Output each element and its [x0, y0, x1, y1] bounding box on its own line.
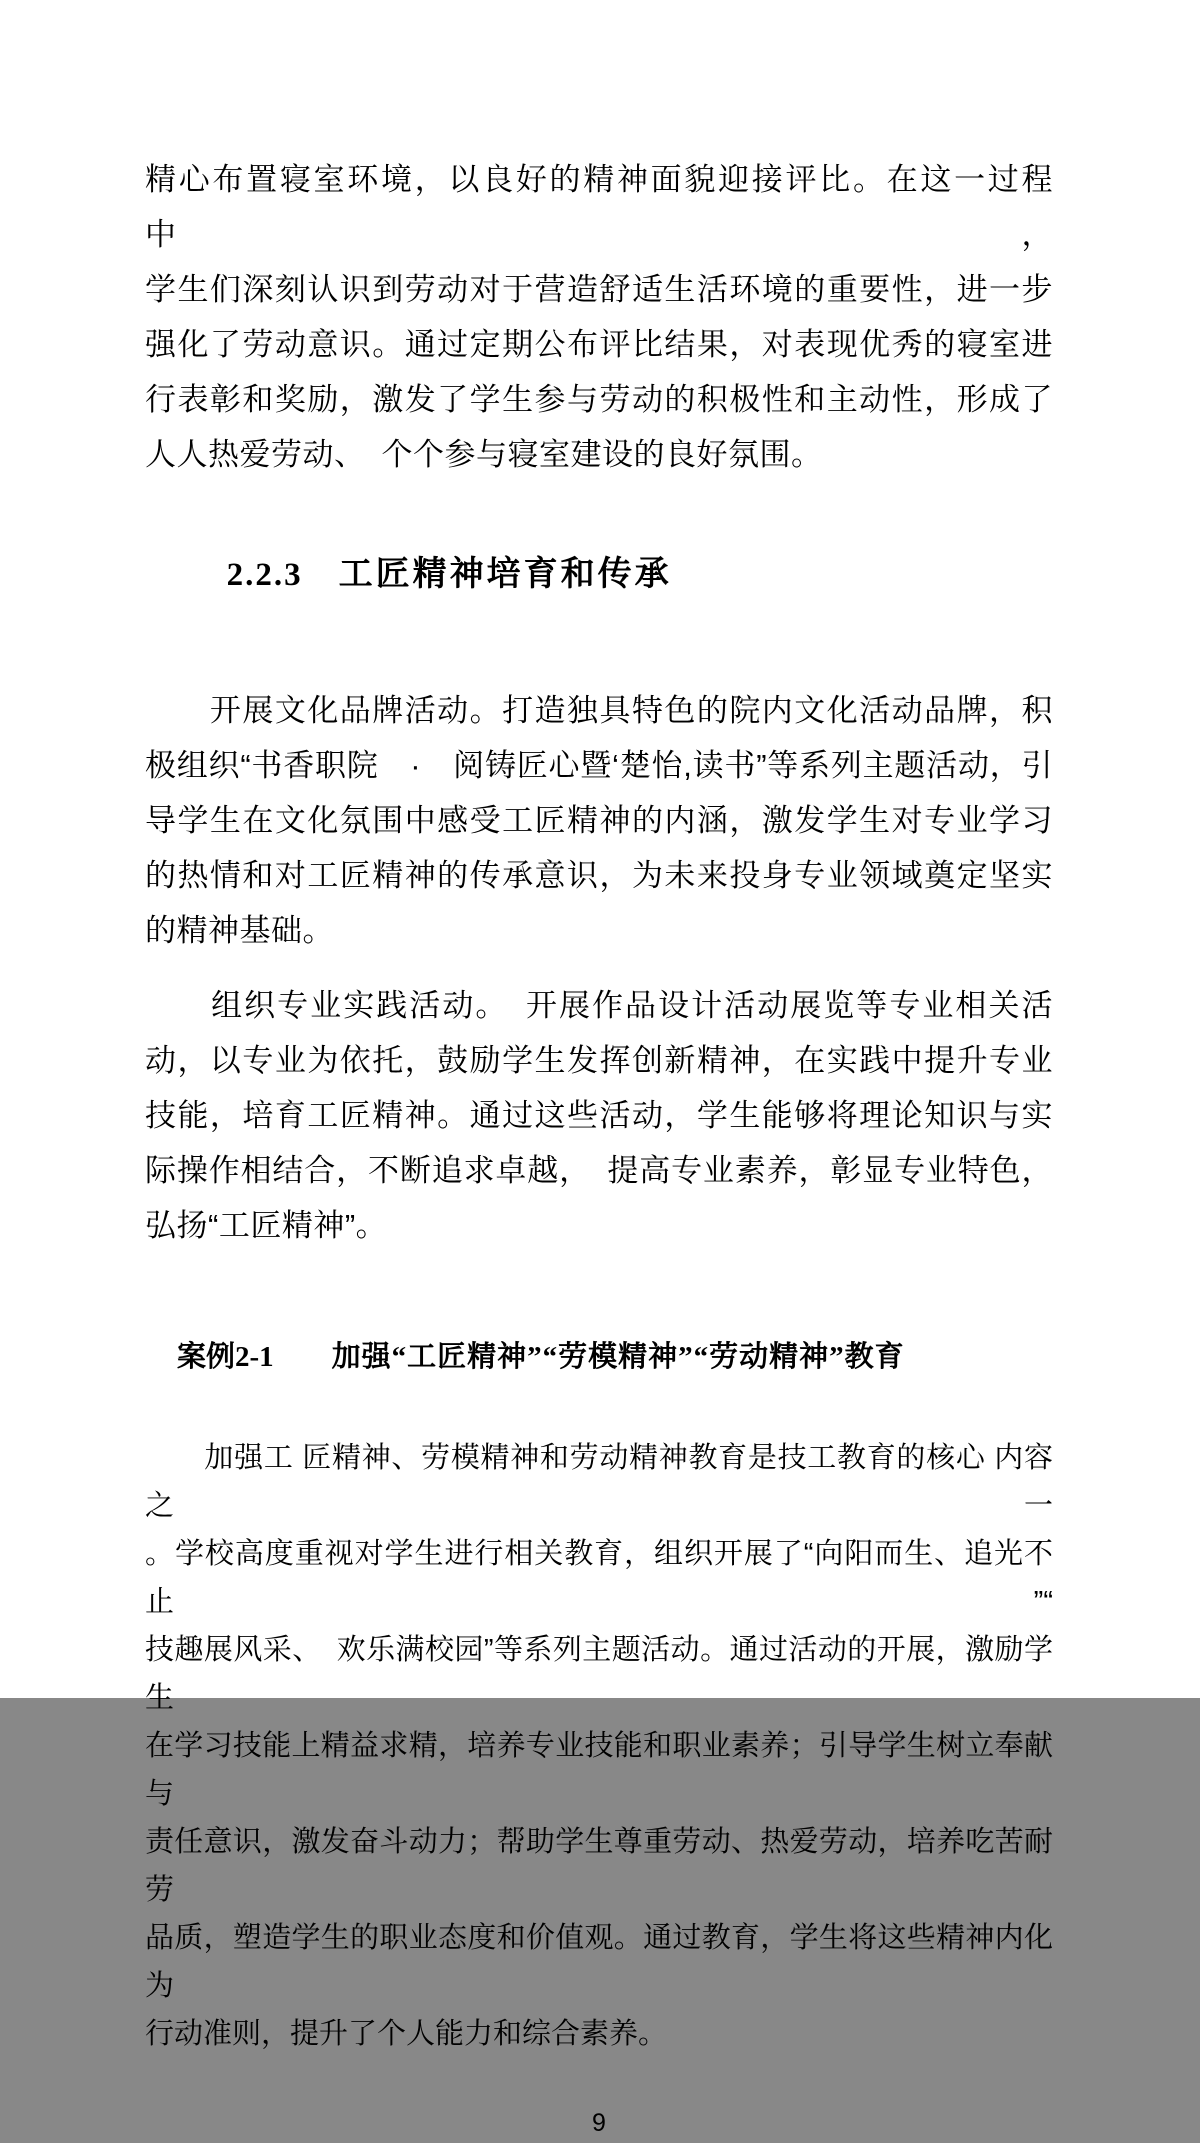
paragraph-practice-activity — [145, 978, 1053, 1253]
paragraph-line: 人人热爱劳动、 个个参与寝室建设的良好氛围。 — [145, 437, 823, 472]
paragraph-dorm-labor — [145, 0, 1053, 482]
paragraph-line: 开展文化品牌活动。打造独具特色的院内文化活动品牌，积 — [145, 693, 1053, 728]
paragraph-line: 行表彰和奖励，激发了学生参与劳动的积极性和主动性，形成了 — [145, 382, 1053, 417]
paragraph-line: 品质，塑造学生的职业态度和价值观。通过教育，学生将这些精神内化为 — [145, 1922, 1053, 2002]
paragraph-line: 。学校高度重视对学生进行相关教育，组织开展了“向阳而生、追光不止”“ — [145, 1538, 1053, 1618]
paragraph-line: 动，以专业为依托，鼓励学生发挥创新精神，在实践中提升专业 — [145, 1043, 1053, 1078]
paragraph-line: 的热情和对工匠精神的传承意识，为未来投身专业领域奠定坚实 — [145, 858, 1053, 893]
paragraph-line: 际操作相结合，不断追求卓越， 提高专业素养，彰显专业特色， — [145, 1153, 1053, 1188]
section-heading-2-2-3 — [145, 492, 1053, 663]
paragraph-line: 学生们深刻认识到劳动对于营造舒适生活环境的重要性，进一步 — [145, 272, 1053, 307]
section-title: 工匠精神培育和传承 — [338, 555, 672, 593]
paragraph-line: 强化了劳动意识。通过定期公布评比结果，对表现优秀的寝室进 — [145, 327, 1053, 362]
paragraph-line: 导学生在文化氛围中感受工匠精神的内涵，激发学生对专业学习 — [145, 803, 1053, 838]
page-number: 9 — [592, 2109, 606, 2137]
section-number: 2.2.3 — [226, 557, 303, 593]
case-study-title: 加强“工匠精神”“劳模精神”“劳动精神”教育 — [331, 1341, 905, 1373]
case-study-paragraph — [145, 1434, 1053, 2058]
paragraph-line: 行动准则，提升了个人能力和综合素养。 — [145, 2018, 668, 2050]
paragraph-line: 的精神基础。 — [145, 913, 334, 948]
paragraph-line: 责任意识，激发奋斗动力；帮助学生尊重劳动、热爱劳动，培养吃苦耐劳 — [145, 1826, 1053, 1906]
paragraph-line: 精心布置寝室环境，以良好的精神面貌迎接评比。在这一过程中， — [145, 162, 1053, 252]
paragraph-line: 组织专业实践活动。 开展作品设计活动展览等专业相关活 — [145, 988, 1053, 1023]
paragraph-line: 技趣展风采、 欢乐满校园”等系列主题活动。通过活动的开展，激励学生 — [145, 1634, 1053, 1714]
case-study-label: 案例2-1 — [177, 1341, 274, 1373]
paragraph-line: 弘扬“工匠精神”。 — [145, 1208, 388, 1243]
case-study-heading — [145, 1285, 1053, 1434]
paragraph-line: 加强工 匠精神、劳模精神和劳动精神教育是技工教育的核心 内容之一 — [145, 1442, 1053, 1522]
paragraph-line: 在学习技能上精益求精，培养专业技能和职业素养；引导学生树立奉献与 — [145, 1730, 1053, 1810]
text-column — [145, 0, 1053, 2143]
paragraph-line: 极组织“书香职院 · 阅铸匠心暨‘楚怡,读书”等系列主题活动，引 — [145, 748, 1053, 783]
paragraph-culture-brand — [145, 683, 1053, 958]
paragraph-line: 技能，培育工匠精神。通过这些活动，学生能够将理论知识与实 — [145, 1098, 1053, 1133]
